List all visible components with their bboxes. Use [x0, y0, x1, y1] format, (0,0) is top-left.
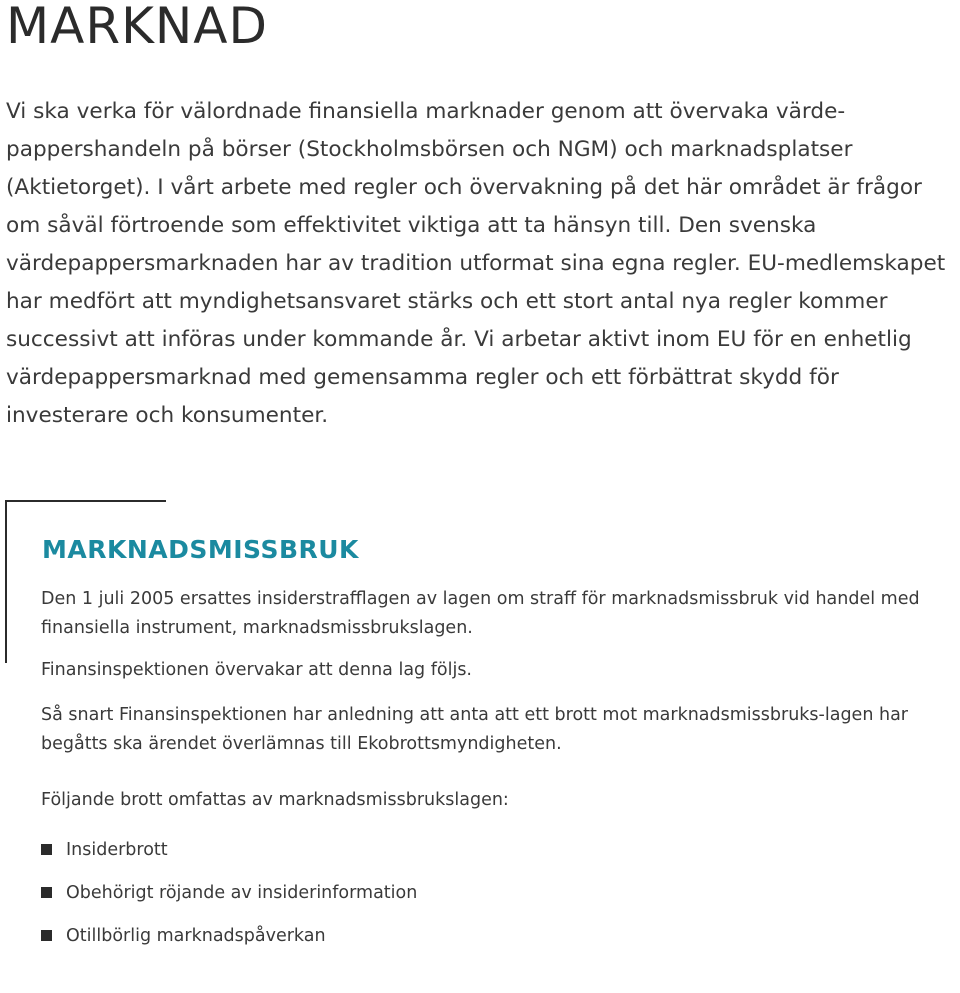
square-bullet-icon [41, 844, 52, 855]
list-item [41, 914, 417, 957]
list-item-label: Obehörigt röjande av insiderinformation [66, 882, 418, 903]
list-intro-paragraph: Följande brott omfattas av marknadsmissbrukslagen: [41, 790, 509, 810]
supervision-paragraph: Finansinspektionen övervakar att denna lag följs. [41, 660, 472, 680]
list-item [41, 871, 417, 914]
intro-paragraph: Vi ska verka för välordnade finansiella marknader genom att övervaka värde-pappershandeln på börser (Stockholmsbörsen och NGM) och marknadsplatser (Aktietorget). I vårt arbete med regler och övervakning på det här området är frågor om såväl förtroende som effektivitet viktiga att ta hänsyn till. Den svenska värdepappersmarknaden har av tradition utformat sina egna regler. EU-medlemskapet har medfört att myndighetsansvaret stärks och ett stort antal nya regler kommer successivt att införas under kommande år. Vi arbetar aktivt inom EU för en enhetlig värdepappersmarknad med gemensamma regler och ett förbättrat skydd för investerare och konsumenter. [6, 99, 946, 428]
list-item-label: Insiderbrott [66, 839, 168, 860]
law-change-paragraph: Den 1 juli 2005 ersattes insiderstrafflagen av lagen om straff för marknadsmissbruk vid handel med finansiella instrument, marknadsmissbrukslagen. [41, 589, 920, 638]
referral-paragraph: Så snart Finansinspektionen har anledning att anta att ett brott mot marknadsmissbruks-lagen har begåtts ska ärendet överlämnas till Ekobrottsmyndigheten. [41, 705, 908, 754]
section-heading: MARKNADSMISSBRUK [42, 535, 359, 564]
section-frame-top-rule [5, 500, 166, 502]
list-item [41, 828, 417, 871]
section-frame-left-rule [5, 500, 7, 663]
crime-list [41, 828, 417, 957]
page-title: MARKNAD [6, 0, 268, 55]
square-bullet-icon [41, 930, 52, 941]
list-item-label: Otillbörlig marknadspåverkan [66, 925, 326, 946]
square-bullet-icon [41, 887, 52, 898]
